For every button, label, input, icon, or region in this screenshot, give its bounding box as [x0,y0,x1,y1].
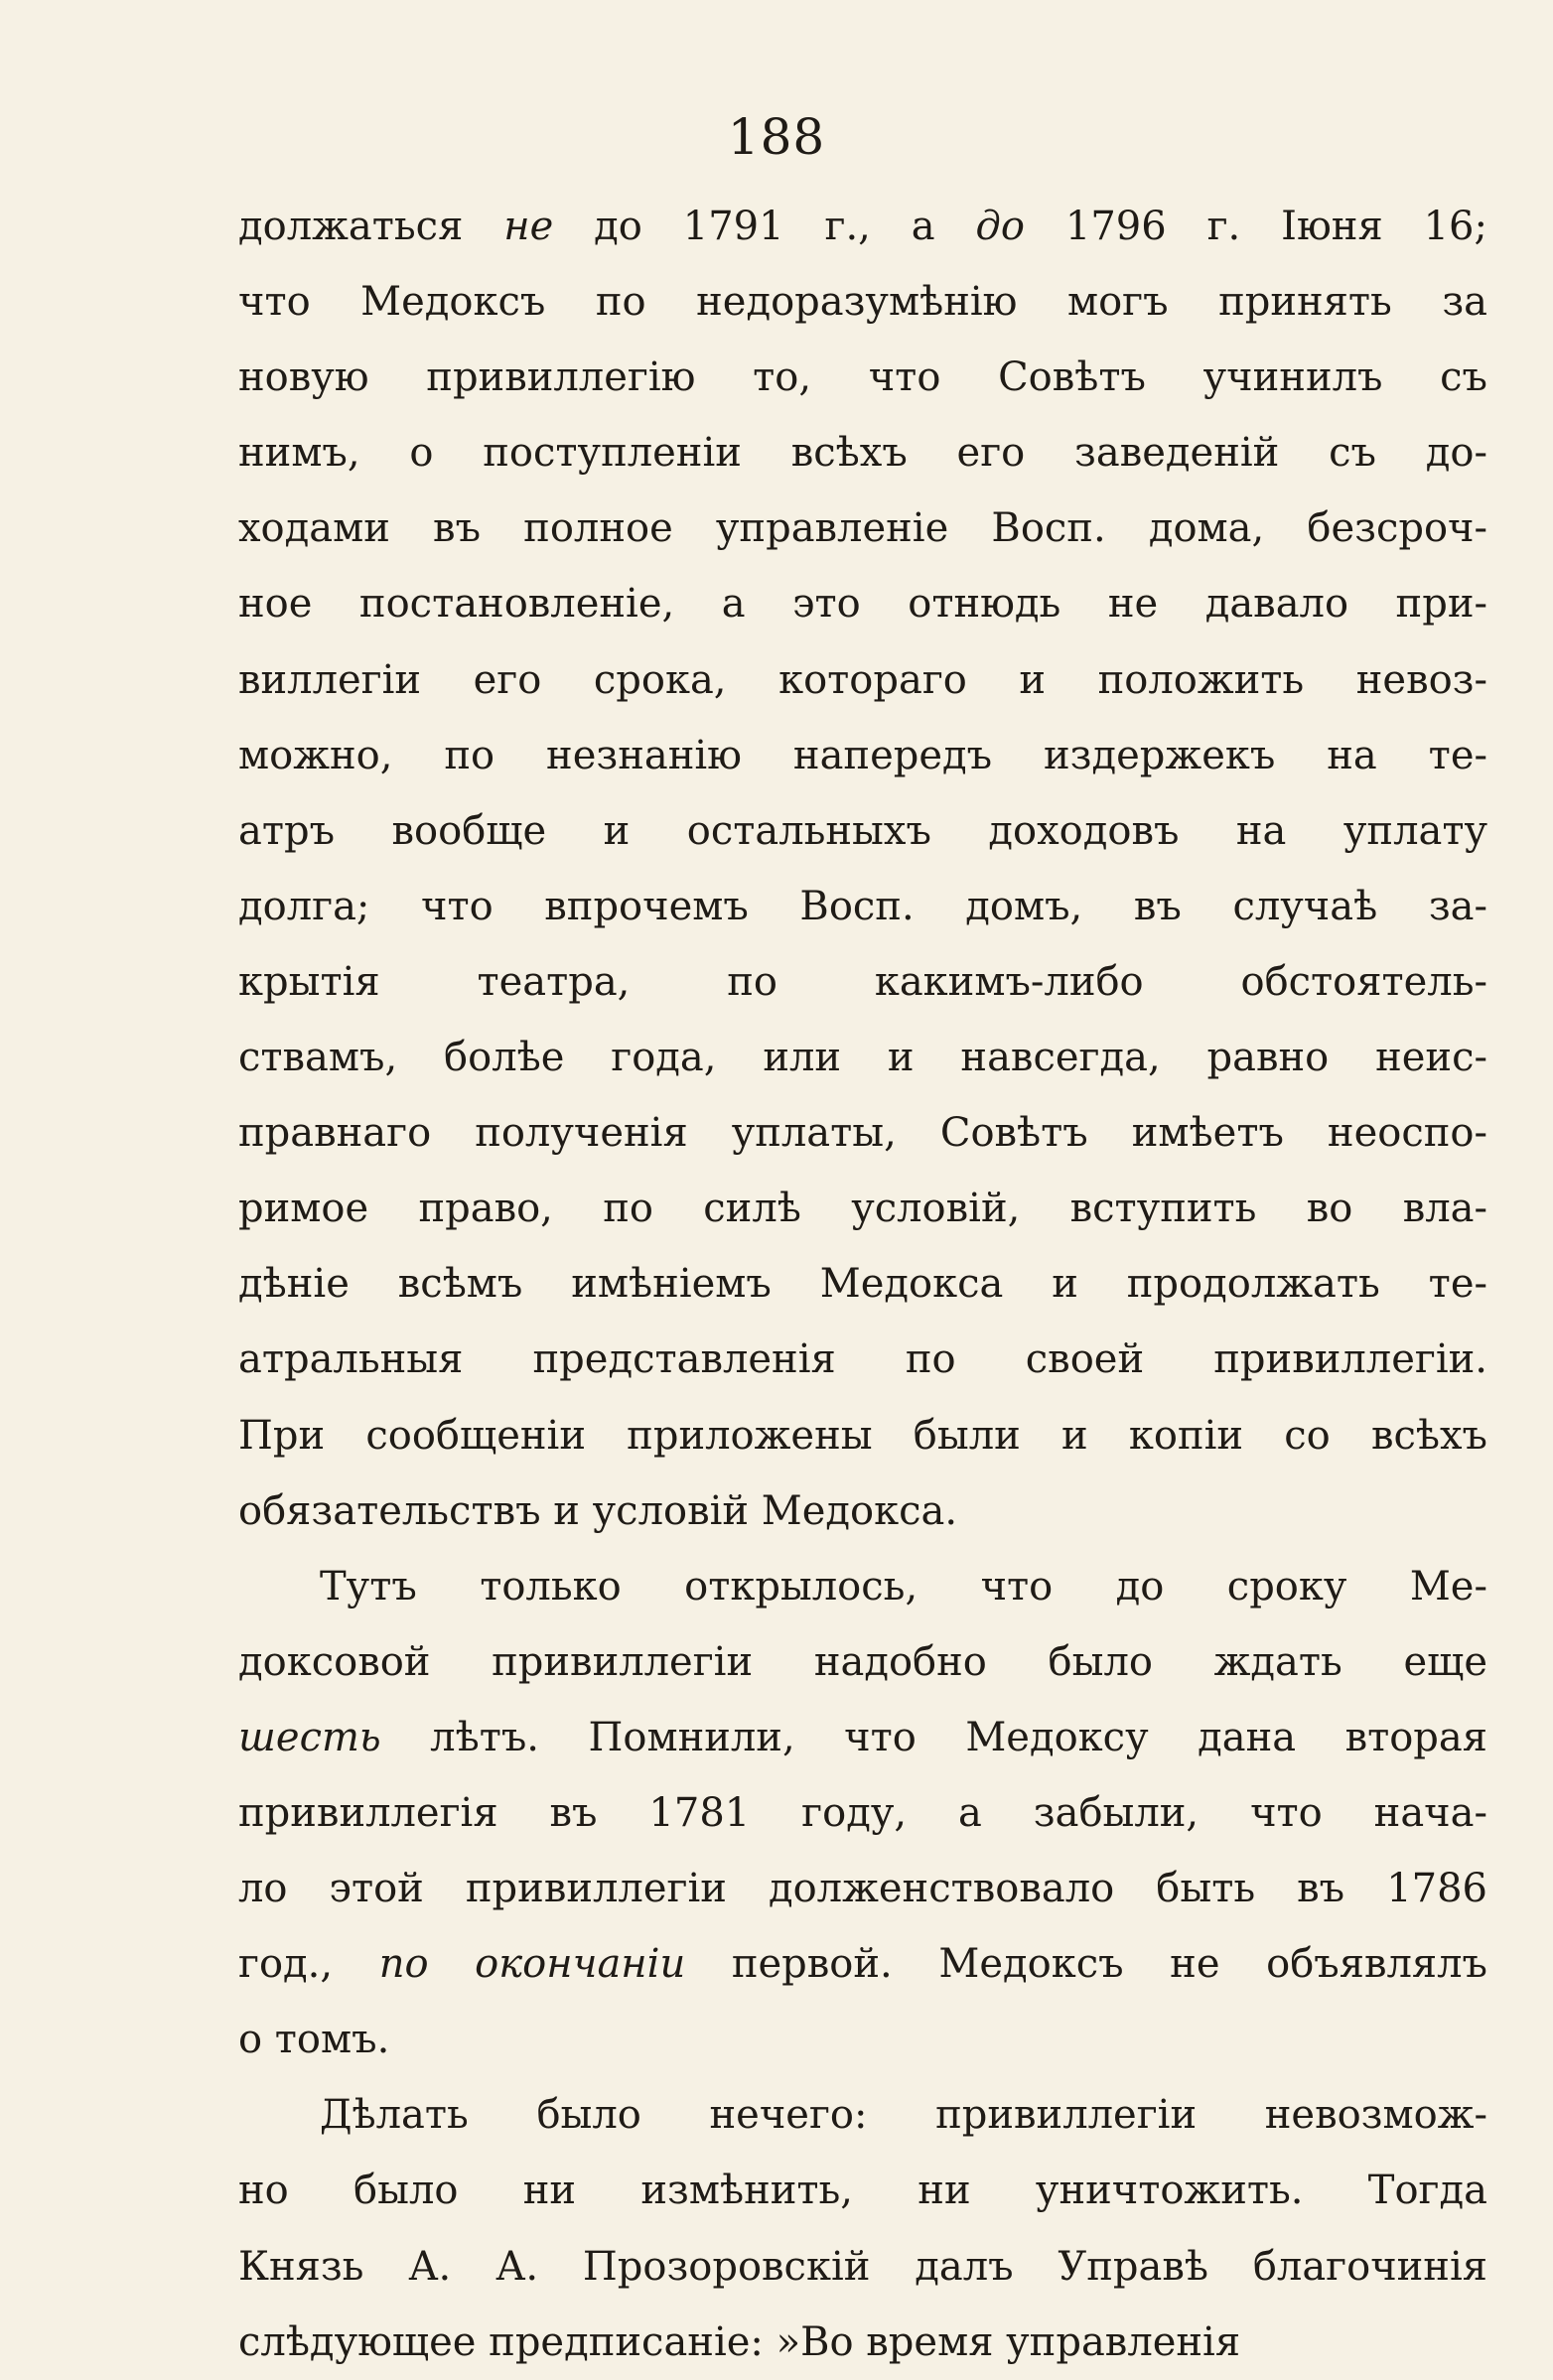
text-line: атръ вообще и остальныхъ доходовъ на уплату [238,807,1487,854]
page-text [238,189,1487,2380]
text-line: доксовой привиллегіи надобно было ждать еще [238,1638,1487,1685]
text-line: атральныя представленія по своей привиллегіи. [238,1336,1487,1383]
text-line: но было ни измѣнить, ни уничтожить. Тогда [238,2168,1487,2214]
text-line: должаться не до 1791 г., а до 1796 г. Іюня 16; [238,204,1487,249]
text-line: ное постановленіе, а это отнюдь не давало при- [238,581,1487,628]
text-line: новую привиллегію то, что Совѣтъ учинилъ съ [238,354,1487,401]
text-line: виллегіи его срока, котораго и положить невоз- [238,656,1487,703]
text-line: можно, по незнанію напередъ издержекъ на те- [238,732,1487,778]
text-line: ходами въ полное управленіе Восп. дома, безсроч- [238,505,1487,552]
text-line: нимъ, о поступленіи всѣхъ его заведеній съ до- [238,430,1487,477]
text-line: что Медоксъ по недоразумѣнію могъ принять за [238,279,1487,326]
text-line: о томъ. [238,2017,390,2063]
text-line: привиллегія въ 1781 году, а забыли, что нача- [238,1789,1487,1836]
text-line: обязательствъ и условій Медокса. [238,1487,958,1534]
paragraph [238,2077,1487,2379]
text-line: дѣніе всѣмъ имѣніемъ Медокса и продолжать те- [238,1261,1487,1308]
text-line: Дѣлать было нечего: привиллегіи невозмож- [320,2092,1487,2139]
text-line: При сообщеніи приложены были и копіи со всѣхъ [238,1412,1487,1459]
paragraph [238,1549,1487,2078]
text-line: правнаго полученія уплаты, Совѣтъ имѣетъ неоспо- [238,1110,1487,1157]
text-line: ло этой привиллегіи долженствовало быть въ 1786 [238,1866,1487,1912]
text-line: год., по окончаніи первой. Медоксъ не объявлялъ [238,1941,1487,1988]
text-line: шесть лѣтъ. Помнили, что Медоксу дана вторая [238,1714,1487,1760]
text-line: крытія театра, по какимъ-либо обстоятель- [238,958,1487,1005]
paragraph [238,189,1487,1549]
page-number: 188 [727,108,826,166]
text-line: Князь А. А. Прозоровскій далъ Управѣ благочинія [238,2243,1487,2290]
text-line: Тутъ только открылось, что до сроку Ме- [320,1563,1487,1610]
text-line: римое право, по силѣ условій, вступить во вла- [238,1186,1487,1232]
text-line: слѣдующее предписаніе: »Во время управленія [238,2318,1241,2365]
text-line: долга; что впрочемъ Восп. домъ, въ случаѣ за- [238,883,1487,929]
text-line: ствамъ, болѣе года, или и навсегда, равно неис- [238,1035,1487,1081]
